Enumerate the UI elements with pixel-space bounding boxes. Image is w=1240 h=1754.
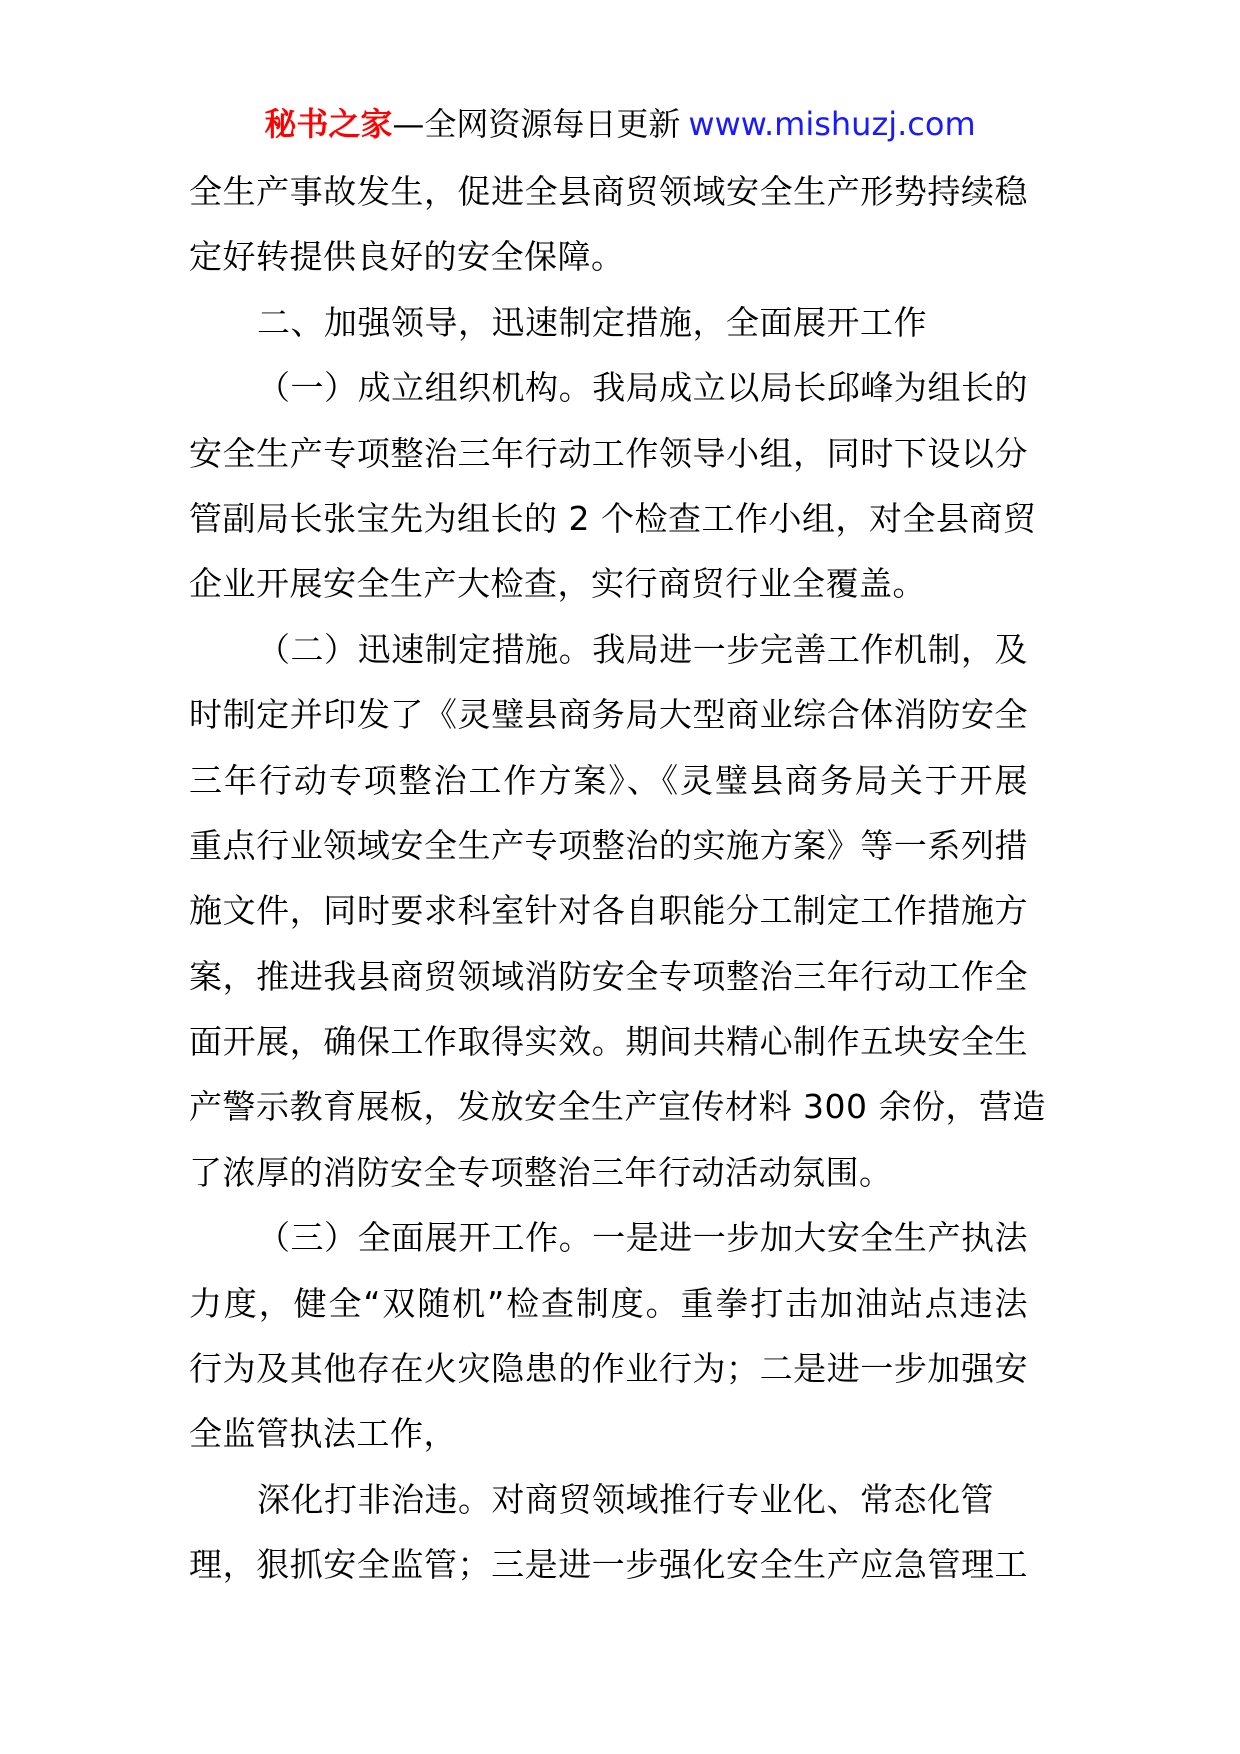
text-line: 行为及其他存在火灾隐患的作业行为；二是进一步加强安 (189, 1349, 1028, 1389)
text-line: 案，推进我县商贸领域消防安全专项整治三年行动工作全 (189, 956, 1028, 996)
section-heading: 二、加强领导，迅速制定措施，全面展开工作 (257, 302, 927, 342)
paragraph (189, 290, 1028, 355)
paragraph (189, 1205, 1028, 1467)
text-line: 全监管执法工作， (189, 1414, 457, 1454)
text-line: 企业开展安全生产大检查，实行商贸行业全覆盖。 (189, 564, 926, 604)
text-line: （三）全面展开工作。一是进一步加大安全生产执法 (257, 1218, 1028, 1258)
site-url: www.mishuzj.com (688, 105, 976, 143)
text-line: 了浓厚的消防安全专项整治三年行动活动氛围。 (189, 1152, 893, 1192)
text-line: 定好转提供良好的安全保障。 (189, 237, 625, 277)
text-line: 力度，健全“双随机”检查制度。重拳打击加油站点违法 (189, 1283, 1028, 1323)
site-brand: 秘书之家 (264, 105, 393, 143)
text-line: （一）成立组织机构。我局成立以局长邱峰为组长的 (257, 368, 1028, 408)
text-line: 深化打非治违。对商贸领域推行专业化、常态化管 (257, 1479, 994, 1519)
paragraph (189, 1467, 1028, 1598)
text-line: 全生产事故发生，促进全县商贸领域安全生产形势持续稳 (189, 172, 1028, 211)
site-tagline: —全网资源每日更新 (392, 105, 681, 143)
text-line: 管副局长张宝先为组长的 2 个检查工作小组，对全县商贸 (189, 498, 1037, 538)
paragraph (189, 617, 1046, 1206)
page-header (0, 100, 1240, 148)
text-line: （二）迅速制定措施。我局进一步完善工作机制，及 (257, 629, 1028, 669)
paragraph (189, 159, 1028, 290)
text-line: 产警示教育展板，发放安全生产宣传材料 300 余份，营造 (189, 1087, 1046, 1127)
document-body (189, 159, 1046, 1598)
text-line: 理，狠抓安全监管；三是进一步强化安全生产应急管理工 (189, 1545, 1028, 1585)
paragraph (189, 355, 1037, 617)
text-line: 时制定并印发了《灵璧县商务局大型商业综合体消防安全 (189, 695, 1028, 735)
text-line: 三年行动专项整治工作方案》、《灵璧县商务局关于开展 (189, 760, 1028, 800)
text-line: 重点行业领域安全生产专项整治的实施方案》等一系列措 (189, 825, 1028, 865)
text-line: 面开展，确保工作取得实效。期间共精心制作五块安全生 (189, 1022, 1028, 1062)
text-line: 安全生产专项整治三年行动工作领导小组，同时下设以分 (189, 433, 1028, 473)
text-line: 施文件，同时要求科室针对各自职能分工制定工作措施方 (189, 891, 1028, 931)
